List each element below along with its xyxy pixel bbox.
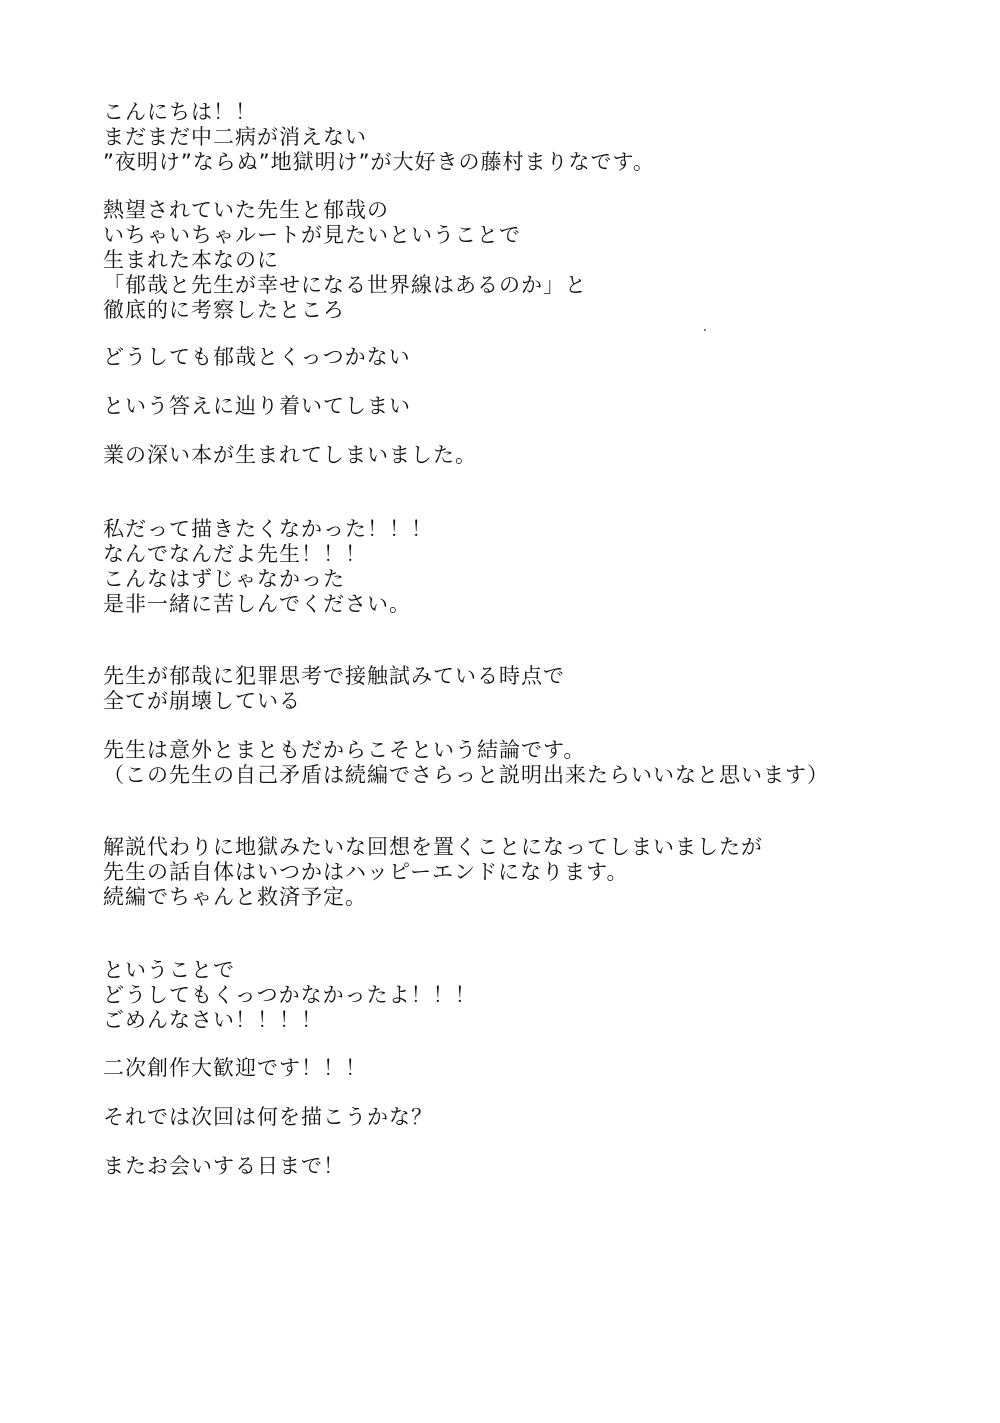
text-line: いちゃいちゃルートが見たいということで bbox=[103, 223, 521, 247]
text-line: （この先生の自己矛盾は続編でさらっと説明出来たらいいなと思います） bbox=[103, 763, 829, 787]
text-line: 業の深い本が生まれてしまいました。 bbox=[103, 443, 477, 467]
text-line: という答えに辿り着いてしまい bbox=[103, 394, 411, 418]
text-line: 先生の話自体はいつかはハッピーエンドになります。 bbox=[103, 860, 629, 884]
text-line: 先生は意外とまともだからこそという結論です。 bbox=[103, 738, 586, 762]
text-line: 続編でちゃんと救済予定。 bbox=[103, 885, 367, 909]
text-line: 是非一緒に苦しんでください。 bbox=[103, 592, 411, 616]
text-line: 解説代わりに地獄みたいな回想を置くことになってしまいましたが bbox=[103, 835, 763, 859]
text-line: またお会いする日まで！ bbox=[103, 1154, 345, 1178]
text-line: こんにちは！！ bbox=[103, 100, 257, 124]
stray-dot bbox=[704, 329, 706, 331]
text-line: 二次創作大歓迎です！！！ bbox=[103, 1056, 367, 1080]
text-line: 「郁哉と先生が幸せになる世界線はあるのか」と bbox=[103, 273, 587, 297]
text-line: まだまだ中二病が消えない bbox=[103, 125, 367, 149]
text-line: どうしてもくっつかなかったよ！！！ bbox=[103, 983, 477, 1007]
text-line: 徹底的に考察したところ bbox=[103, 298, 345, 322]
text-line: ということで bbox=[103, 958, 235, 982]
text-line: 熱望されていた先生と郁哉の bbox=[103, 198, 389, 222]
text-line: どうしても郁哉とくっつかない bbox=[103, 345, 411, 369]
text-line: ”夜明け”ならぬ”地獄明け”が大好きの藤村まりなです。 bbox=[103, 150, 655, 174]
text-line: 全てが崩壊している bbox=[103, 689, 301, 713]
text-line: 生まれた本なのに bbox=[103, 248, 279, 272]
text-line: 先生が郁哉に犯罪思考で接触試みている時点で bbox=[103, 664, 565, 688]
text-line: 私だって描きたくなかった！！！ bbox=[103, 517, 433, 541]
text-line: なんでなんだよ先生！！！ bbox=[103, 542, 367, 566]
text-line: それでは次回は何を描こうかな？ bbox=[103, 1105, 433, 1129]
text-line: ごめんなさい！！！！ bbox=[103, 1008, 323, 1032]
text-line: こんなはずじゃなかった bbox=[103, 567, 345, 591]
